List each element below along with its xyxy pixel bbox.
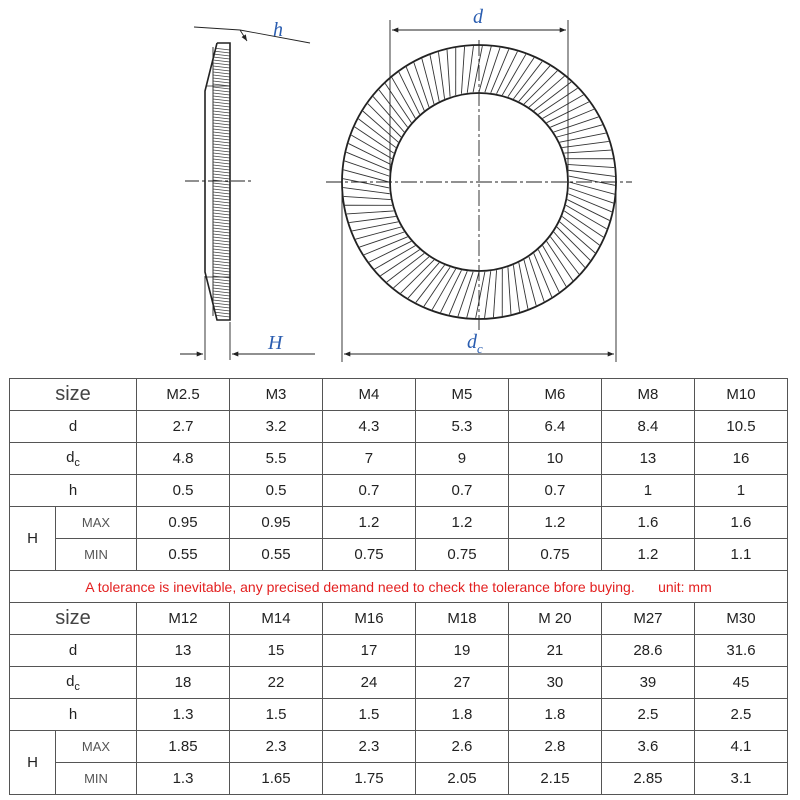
note-row xyxy=(10,571,788,603)
H-min-value: 3.1 xyxy=(694,763,787,795)
h-value: 1.8 xyxy=(415,699,508,731)
H-min-value: 0.55 xyxy=(137,539,230,571)
tolerance-note xyxy=(10,571,788,603)
d-row xyxy=(10,635,788,667)
dc-value: 24 xyxy=(322,667,415,699)
size-cell: M10 xyxy=(694,379,787,411)
H-max-value: 1.2 xyxy=(415,507,508,539)
h-value: 2.5 xyxy=(694,699,787,731)
h-value: 1.3 xyxy=(137,699,230,731)
dc-value: 27 xyxy=(415,667,508,699)
size-cell: M30 xyxy=(694,603,787,635)
front-view xyxy=(326,6,632,362)
H-max-value: 0.95 xyxy=(137,507,230,539)
size-cell: M6 xyxy=(508,379,601,411)
h-value: 1 xyxy=(601,475,694,507)
H-max-value: 1.6 xyxy=(694,507,787,539)
size-cell: M27 xyxy=(601,603,694,635)
d-value: 3.2 xyxy=(230,411,323,443)
dc-value: 18 xyxy=(137,667,230,699)
H-max-value: 2.8 xyxy=(508,731,601,763)
h-label: h xyxy=(10,475,137,507)
dc-value: 30 xyxy=(508,667,601,699)
d-value: 19 xyxy=(415,635,508,667)
size-cell: M3 xyxy=(230,379,323,411)
H-min-value: 0.55 xyxy=(230,539,323,571)
dc-label: $d_c$ xyxy=(10,443,137,475)
h-value: 1 xyxy=(694,475,787,507)
H-min-label: MIN xyxy=(56,763,137,795)
d-value: 8.4 xyxy=(601,411,694,443)
H-max-row xyxy=(10,731,788,763)
H-max-value: 4.1 xyxy=(694,731,787,763)
size-cell: M4 xyxy=(322,379,415,411)
dc-row xyxy=(10,443,788,475)
d-value: 15 xyxy=(230,635,323,667)
d-row xyxy=(10,411,788,443)
dc-value: 22 xyxy=(230,667,323,699)
size-header: size xyxy=(10,379,137,411)
side-view xyxy=(180,19,315,360)
h-value: 0.7 xyxy=(508,475,601,507)
dc-value: 7 xyxy=(322,443,415,475)
size-cell: M5 xyxy=(415,379,508,411)
H-min-value: 2.85 xyxy=(601,763,694,795)
dc-value: 4.8 xyxy=(137,443,230,475)
dc-label: $d_c$ xyxy=(10,667,137,699)
unit-text: unit: mm xyxy=(658,578,712,595)
H-max-value: 2.3 xyxy=(322,731,415,763)
H-min-value: 1.75 xyxy=(322,763,415,795)
h-value: 1.5 xyxy=(230,699,323,731)
H-min-value: 0.75 xyxy=(415,539,508,571)
H-max-value: 2.6 xyxy=(415,731,508,763)
H-min-value: 2.05 xyxy=(415,763,508,795)
dc-value: 16 xyxy=(694,443,787,475)
washer-drawing xyxy=(0,0,800,378)
h-value: 0.5 xyxy=(137,475,230,507)
H-max-value: 1.2 xyxy=(322,507,415,539)
H-max-value: 2.3 xyxy=(230,731,323,763)
H-min-value: 1.65 xyxy=(230,763,323,795)
H-max-value: 1.85 xyxy=(137,731,230,763)
size-cell: M14 xyxy=(230,603,323,635)
dc-value: 10 xyxy=(508,443,601,475)
h-row xyxy=(10,475,788,507)
h-value: 1.5 xyxy=(322,699,415,731)
dc-value: 5.5 xyxy=(230,443,323,475)
dc-value: 13 xyxy=(601,443,694,475)
size-cell: M 20 xyxy=(508,603,601,635)
H-max-label: MAX xyxy=(56,507,137,539)
d-value: 10.5 xyxy=(694,411,787,443)
size-row xyxy=(10,379,788,411)
h-dimension-label: h xyxy=(273,19,283,41)
dc-row xyxy=(10,667,788,699)
d-value: 31.6 xyxy=(694,635,787,667)
h-value: 1.8 xyxy=(508,699,601,731)
d-value: 28.6 xyxy=(601,635,694,667)
d-dimension-label: d xyxy=(473,6,483,28)
H-max-value: 0.95 xyxy=(230,507,323,539)
H-max-value: 1.2 xyxy=(508,507,601,539)
H-max-row xyxy=(10,507,788,539)
H-min-value: 0.75 xyxy=(508,539,601,571)
size-cell: M2.5 xyxy=(137,379,230,411)
H-min-label: MIN xyxy=(56,539,137,571)
d-value: 4.3 xyxy=(322,411,415,443)
tolerance-text: A tolerance is inevitable, any precised demand need to check the tolerance bfore buying. xyxy=(85,578,635,595)
dc-value: 9 xyxy=(415,443,508,475)
H-min-value: 1.1 xyxy=(694,539,787,571)
size-cell: M8 xyxy=(601,379,694,411)
H-min-value: 2.15 xyxy=(508,763,601,795)
h-value: 0.7 xyxy=(415,475,508,507)
H-dimension-label: H xyxy=(268,332,283,354)
h-value: 0.7 xyxy=(322,475,415,507)
d-value: 6.4 xyxy=(508,411,601,443)
H-min-row xyxy=(10,539,788,571)
H-min-value: 1.3 xyxy=(137,763,230,795)
d-value: 2.7 xyxy=(137,411,230,443)
d-value: 13 xyxy=(137,635,230,667)
h-value: 0.5 xyxy=(230,475,323,507)
size-header: size xyxy=(10,603,137,635)
size-row xyxy=(10,603,788,635)
H-min-value: 1.2 xyxy=(601,539,694,571)
H-max-value: 1.6 xyxy=(601,507,694,539)
h-row xyxy=(10,699,788,731)
d-label: d xyxy=(10,411,137,443)
d-label: d xyxy=(10,635,137,667)
H-min-row xyxy=(10,763,788,795)
H-max-value: 3.6 xyxy=(601,731,694,763)
H-label: H xyxy=(10,507,56,571)
d-value: 17 xyxy=(322,635,415,667)
d-value: 21 xyxy=(508,635,601,667)
dc-value: 45 xyxy=(694,667,787,699)
dc-value: 39 xyxy=(601,667,694,699)
size-cell: M16 xyxy=(322,603,415,635)
dc-dimension-label: $d_c$ xyxy=(467,331,483,356)
H-label: H xyxy=(10,731,56,795)
H-min-value: 0.75 xyxy=(322,539,415,571)
spec-table xyxy=(9,378,788,795)
h-value: 2.5 xyxy=(601,699,694,731)
size-cell: M18 xyxy=(415,603,508,635)
H-max-label: MAX xyxy=(56,731,137,763)
d-value: 5.3 xyxy=(415,411,508,443)
size-cell: M12 xyxy=(137,603,230,635)
h-label: h xyxy=(10,699,137,731)
